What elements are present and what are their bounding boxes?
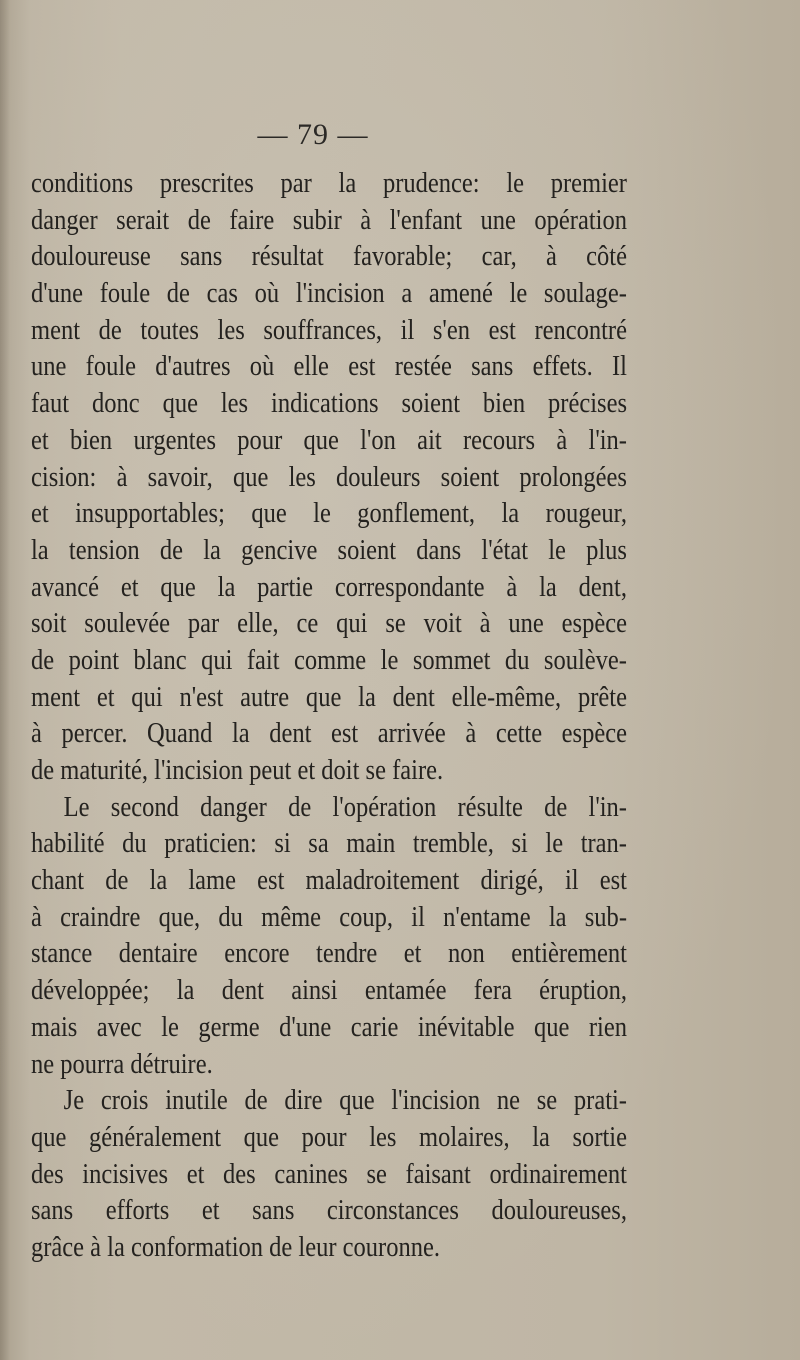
text-line: Je crois inutile de dire que l'incision ne se prati- [63,1085,627,1117]
text-line: habilité du praticien: si sa main tremble, si le tran- [31,828,627,860]
text-line: grâce à la conformation de leur couronne. [31,1231,440,1263]
text-line: que généralement que pour les molaires, la sortie [31,1121,627,1153]
text-line: chant de la lame est maladroitement dirigé, il est [31,865,627,897]
text-line: d'une foule de cas où l'incision a amené le soulage- [31,278,627,310]
text-line: une foule d'autres où elle est restée sans effets. Il [31,351,627,383]
text-line: conditions prescrites par la prudence: le premier [31,168,627,199]
text-line: Le second danger de l'opération résulte de l'in- [63,791,627,823]
text-line: de maturité, l'incision peut et doit se faire. [31,755,444,786]
page-number: — 79 — [257,118,369,151]
text-line: et bien urgentes pour que l'on ait recours à l'in- [31,424,627,456]
text-line: faut donc que les indications soient bien précises [31,388,627,420]
text-line: cision: à savoir, que les douleurs soient prolongées [31,461,627,493]
text-line: ment et qui n'est autre que la dent elle-même, prête [31,681,627,713]
text-line: de point blanc qui fait comme le sommet du soulève- [31,644,627,676]
text-line: sans efforts et sans circonstances douloureuses, [31,1195,627,1227]
text-line: mais avec le germe d'une carie inévitable que rien [31,1011,627,1043]
text-line: douloureuse sans résultat favorable; car, à côté [31,241,627,273]
text-line: et insupportables; que le gonflement, la rougeur, [31,498,627,530]
page-gutter-shadow [0,0,10,1360]
text-line: à craindre que, du même coup, il n'entame la sub- [31,901,627,933]
text-line: à percer. Quand la dent est arrivée à cette espèce [31,718,627,750]
text-line: stance dentaire encore tendre et non entièrement [31,938,627,970]
text-line: ne pourra détruire. [31,1048,213,1080]
text-line: la tension de la gencive soient dans l'état le plus [31,534,627,566]
body-text [31,166,627,1267]
text-line: danger serait de faire subir à l'enfant une opération [31,204,627,236]
text-line: développée; la dent ainsi entamée fera éruption, [31,975,627,1007]
text-line: soit soulevée par elle, ce qui se voit à une espèce [31,608,627,640]
text-line: ment de toutes les souffrances, il s'en est rencontré [31,314,627,346]
text-line: des incisives et des canines se faisant ordinairement [31,1158,627,1190]
text-line: avancé et que la partie correspondante à la dent, [31,571,627,603]
